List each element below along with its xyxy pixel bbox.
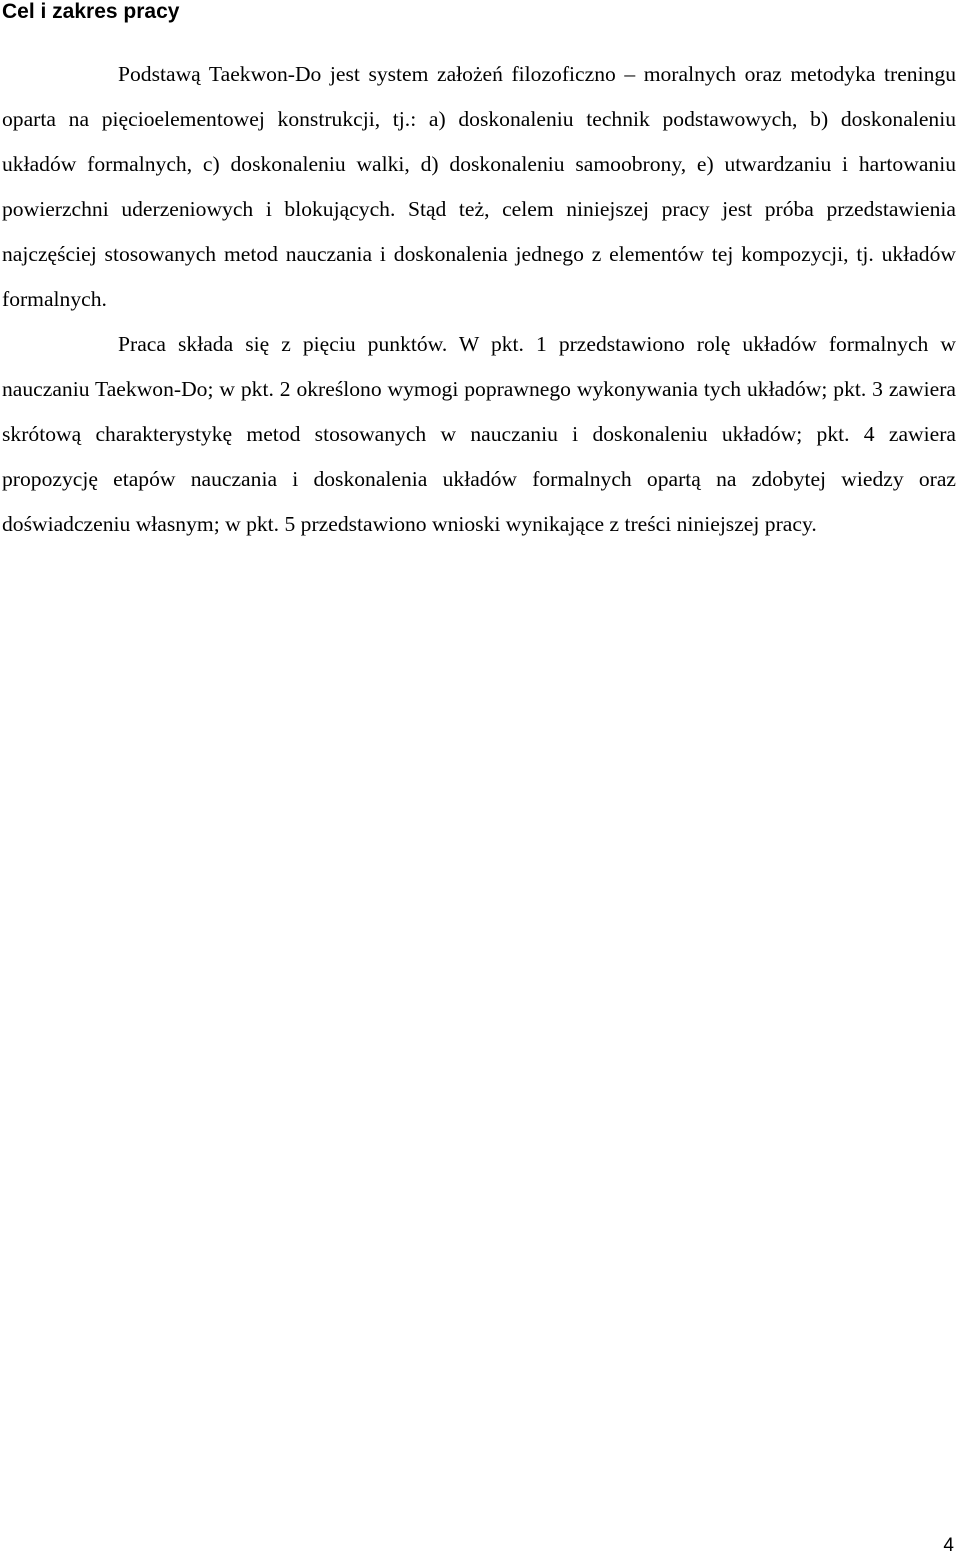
body-text (2, 52, 956, 547)
section-heading: Cel i zakres pracy (2, 0, 180, 23)
paragraph-intro: Podstawą Taekwon-Do jest system założeń filozoficzno – moralnych oraz metodyka treningu oparta na pięcioelementowej konstrukcji, tj.: a) doskonaleniu technik podstawowych, b) doskonaleniu układów formalnych, c) doskonaleniu walki, d) doskonaleniu samoobrony, e) utwardzaniu i hartowaniu powierzchni uderzeniowych i blokujących. Stąd też, celem niniejszej pracy jest próba przedstawienia najczęściej stosowanych metod nauczania i doskonalenia jednego z elementów tej kompozycji, tj. układów formalnych. (2, 62, 956, 311)
page-number: 4 (943, 1535, 954, 1556)
paragraph-structure: Praca składa się z pięciu punktów. W pkt. 1 przedstawiono rolę układów formalnych w nauczaniu Taekwon-Do; w pkt. 2 określono wymogi poprawnego wykonywania tych układów; pkt. 3 zawiera skrótową charakterystykę metod stosowanych w nauczaniu i doskonaleniu układów; pkt. 4 zawiera propozycję etapów nauczania i doskonalenia układów formalnych opartą na zdobytej wiedzy oraz doświadczeniu własnym; w pkt. 5 przedstawiono wnioski wynikające z treści niniejszej pracy. (2, 332, 956, 536)
